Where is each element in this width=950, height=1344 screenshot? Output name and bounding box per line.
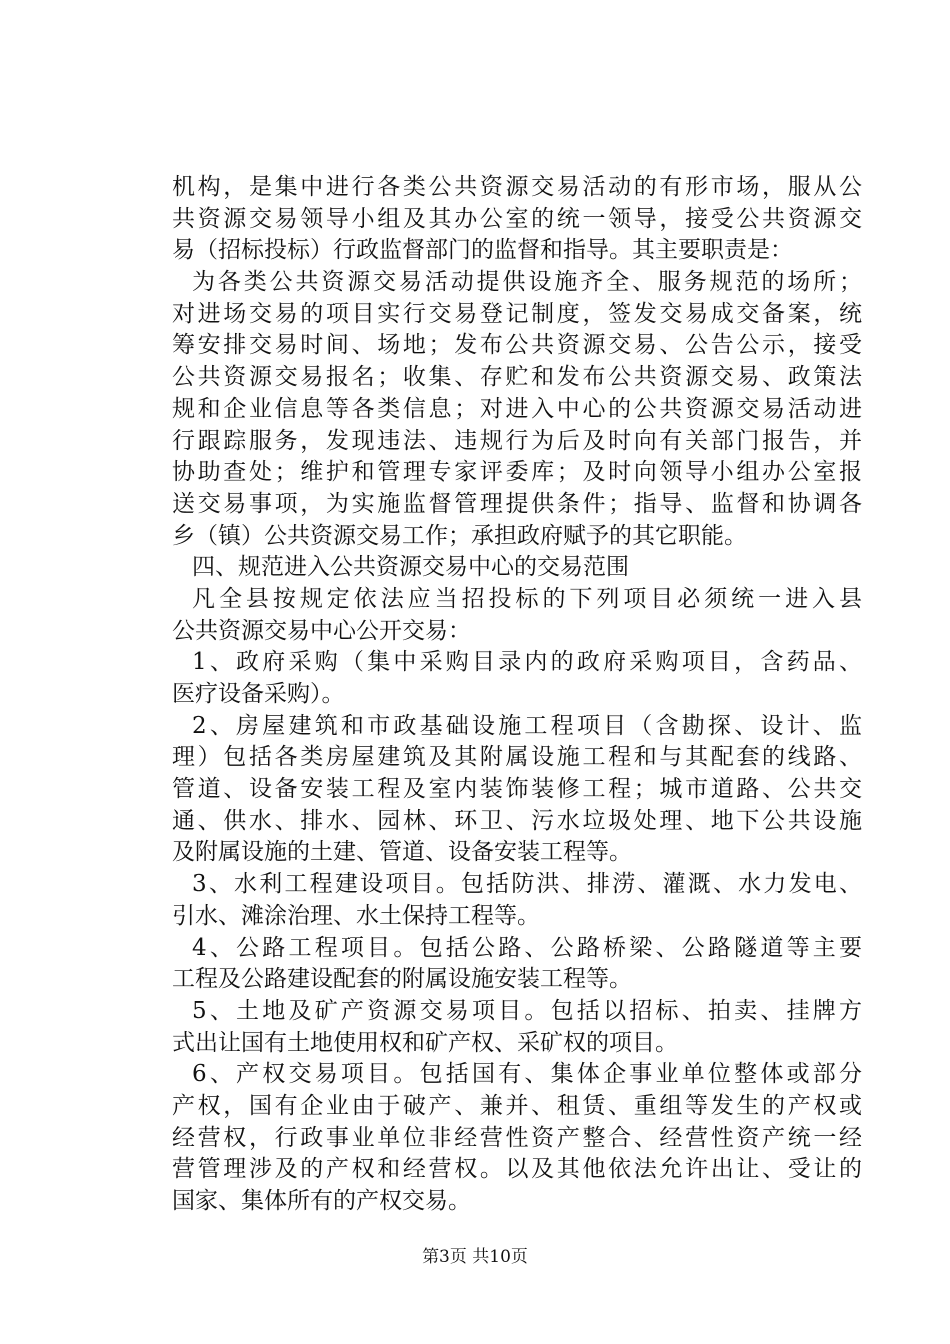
- text-line: 工程及公路建设配套的附属设施安装工程等。: [172, 966, 632, 993]
- text-line: 凡全县按规定依法应当招投标的下列项目必须统一进入县: [192, 585, 862, 612]
- text-line: 式出让国有土地使用权和矿产权、采矿权的项目。: [172, 1029, 678, 1056]
- text-line: 送交易事项，为实施监督管理提供条件；指导、监督和协调各: [172, 490, 862, 517]
- text-line: 公共资源交易中心公开交易：: [172, 617, 471, 644]
- text-line: 通、供水、排水、园林、环卫、污水垃圾处理、地下公共设施: [172, 807, 862, 834]
- text-line: 为各类公共资源交易活动提供设施齐全、服务规范的场所；: [192, 269, 862, 296]
- text-line: 四、规范进入公共资源交易中心的交易范围: [192, 554, 629, 581]
- text-line: 3、水利工程建设项目。包括防洪、排涝、灌溉、水力发电、: [192, 871, 862, 898]
- text-line: 筹安排交易时间、场地；发布公共资源交易、公告公示，接受: [172, 332, 862, 359]
- text-line: 规和企业信息等各类信息；对进入中心的公共资源交易活动进: [172, 395, 862, 422]
- text-line: 经营权，行政事业单位非经营性资产整合、经营性资产统一经: [172, 1124, 862, 1151]
- text-line: 理）包括各类房屋建筑及其附属设施工程和与其配套的线路、: [172, 744, 862, 771]
- text-line: 国家、集体所有的产权交易。: [172, 1188, 471, 1214]
- text-line: 协助查处；维护和管理专家评委库；及时向领导小组办公室报: [172, 459, 862, 486]
- page-footer: 第3页 共10页: [422, 1247, 528, 1267]
- text-line: 营管理涉及的产权和经营权。以及其他依法允许出让、受让的: [172, 1156, 862, 1183]
- text-line: 行跟踪服务，发现违法、违规行为后及时向有关部门报告，并: [172, 427, 862, 454]
- text-line: 1、政府采购（集中采购目录内的政府采购项目，含药品、: [192, 649, 862, 676]
- text-line: 6、产权交易项目。包括国有、集体企事业单位整体或部分: [192, 1061, 862, 1088]
- text-line: 医疗设备采购）。: [172, 681, 345, 707]
- text-line: 及附属设施的土建、管道、设备安装工程等。: [172, 839, 632, 866]
- text-line: 易（招标投标）行政监督部门的监督和指导。其主要职责是：: [172, 237, 793, 264]
- text-line: 4、公路工程项目。包括公路、公路桥梁、公路隧道等主要: [192, 934, 862, 961]
- text-line: 2、房屋建筑和市政基础设施工程项目（含勘探、设计、监: [192, 712, 862, 739]
- document-body: [172, 172, 862, 1218]
- text-line: 公共资源交易报名；收集、存贮和发布公共资源交易、政策法: [172, 364, 862, 391]
- text-line: 共资源交易领导小组及其办公室的统一领导，接受公共资源交: [172, 205, 862, 232]
- text-line: 机构，是集中进行各类公共资源交易活动的有形市场，服从公: [172, 174, 862, 200]
- text-line: 引水、滩涂治理、水土保持工程等。: [172, 902, 540, 929]
- text-line: 管道、设备安装工程及室内装饰装修工程；城市道路、公共交: [172, 776, 862, 803]
- text-line: 对进场交易的项目实行交易登记制度，签发交易成交备案，统: [172, 300, 862, 327]
- text-line: 产权，国有企业由于破产、兼并、租赁、重组等发生的产权或: [172, 1092, 862, 1119]
- text-line: 乡（镇）公共资源交易工作；承担政府赋予的其它职能。: [172, 522, 747, 549]
- text-line: 5、土地及矿产资源交易项目。包括以招标、拍卖、挂牌方: [192, 997, 862, 1024]
